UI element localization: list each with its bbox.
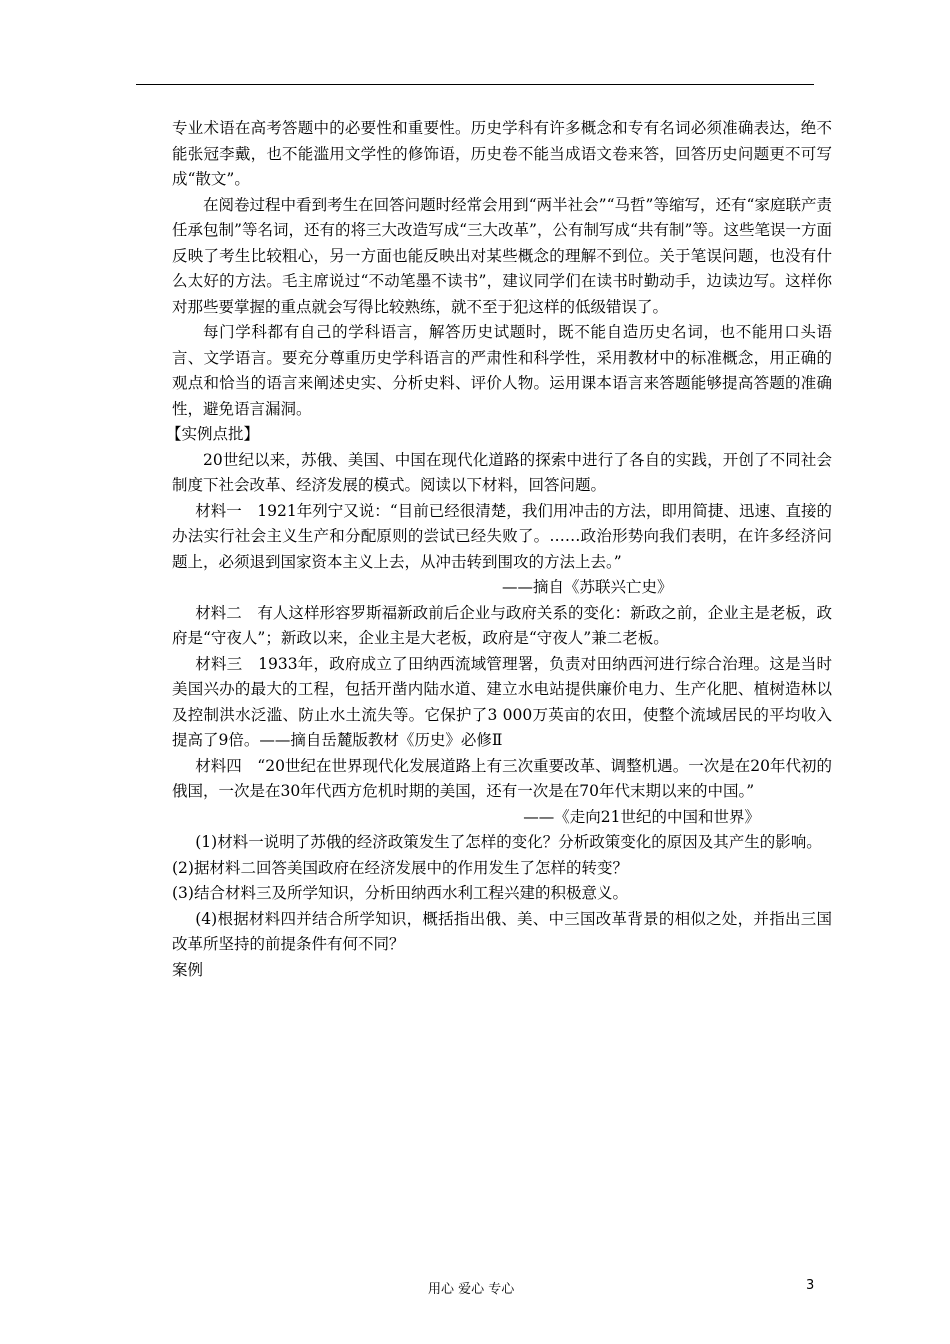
- material-one: 材料一 1921年列宁又说：“目前已经很清楚，我们用冲击的方法，即用简捷、迅速、直接的办法实行社会主义生产和分配原则的尝试已经失败了。……政治形势向我们表明，在许多经济问题上，必须退到国家资本主义上去，从冲击转到围攻的方法上去。”: [172, 501, 832, 571]
- material-four-source: ——《走向21世纪的中国和世界》: [523, 807, 760, 826]
- material-four-text: 材料四 “20世纪在世界现代化发展道路上有三次重要改革、调整机遇。一次是在20年代初的俄国，一次是在30年代西方危机时期的美国，还有一次是在70年代末期以来的中国。”: [172, 756, 832, 800]
- material-four-block: [172, 754, 832, 831]
- question-4: (4)根据材料四并结合所学知识，概括指出俄、美、中三国改革背景的相似之处，并指出三国改革所坚持的前提条件有何不同？: [172, 909, 832, 953]
- material-four: [172, 754, 832, 826]
- header-rule: [136, 84, 814, 85]
- question-2: (2)据材料二回答美国政府在经济发展中的作用发生了怎样的转变？: [172, 858, 628, 877]
- question-3: (3)结合材料三及所学知识，分析田纳西水利工程兴建的积极意义。: [172, 884, 628, 902]
- paragraph-typos: 在阅卷过程中看到考生在回答问题时经常会用到“两半社会”“马哲”等缩写，还有“家庭联产责任承包制”等名词，还有的将三大改造写成“三大改革”，公有制写成“共有制”等。这些笔误一方面反映了考生比较粗心，另一方面也能反映出对某些概念的理解不到位。关于笔误问题，也没有什么太好的方法。毛主席说过“不动笔墨不读书”，建议同学们在读书时勤动手，边读边写。这样你对那些要掌握的重点就会写得比较熟练，就不至于犯这样的低级错误了。: [172, 195, 832, 316]
- material-two: 材料二 有人这样形容罗斯福新政前后企业与政府关系的变化：新政之前，企业主是老板，政府是“守夜人”；新政以来，企业主是大老板，政府是“守夜人”兼二老板。: [172, 603, 832, 647]
- material-one-source: ——摘自《苏联兴亡史》: [502, 578, 673, 596]
- question-intro: 20世纪以来，苏俄、美国、中国在现代化道路的探索中进行了各自的实践，开创了不同社会制度下社会改革、经济发展的模式。阅读以下材料，回答问题。: [172, 450, 832, 494]
- page-number: 3: [806, 1278, 815, 1293]
- footer-motto: 用心 爱心 专心: [428, 1282, 515, 1297]
- paragraph-subject-language: 每门学科都有自己的学科语言，解答历史试题时，既不能自造历史名词，也不能用口头语言、文学语言。要充分尊重历史学科语言的严肃性和科学性，采用教材中的标准概念，用正确的观点和恰当的语言来阐述史实、分析史料、评价人物。运用课本语言来答题能够提高答题的准确性，避免语言漏洞。: [172, 323, 832, 418]
- document-body: [166, 116, 832, 983]
- section-heading: 【实例点批】: [166, 425, 260, 443]
- material-three: 材料三 1933年，政府成立了田纳西流域管理署，负责对田纳西河进行综合治理。这是当时美国兴办的最大的工程，包括开凿内陆水道、建立水电站提供廉价电力、生产化肥、植树造林以及控制洪水泛滥、防止水土流失等。它保护了3 000万英亩的农田，使整个流域居民的平均收入提高了9倍。——摘自岳麓版教材《历史》必修Ⅱ: [172, 654, 832, 749]
- question-1: (1)材料一说明了苏俄的经济政策发生了怎样的变化？分析政策变化的原因及其产生的影响。: [195, 833, 822, 851]
- case-label: 案例: [172, 960, 204, 979]
- paragraph-terminology: 专业术语在高考答题中的必要性和重要性。历史学科有许多概念和专有名词必须准确表达，绝不能张冠李戴，也不能滥用文学性的修饰语，历史卷不能当成语文卷来答，回答历史问题更不可写成“散文”。: [172, 119, 832, 188]
